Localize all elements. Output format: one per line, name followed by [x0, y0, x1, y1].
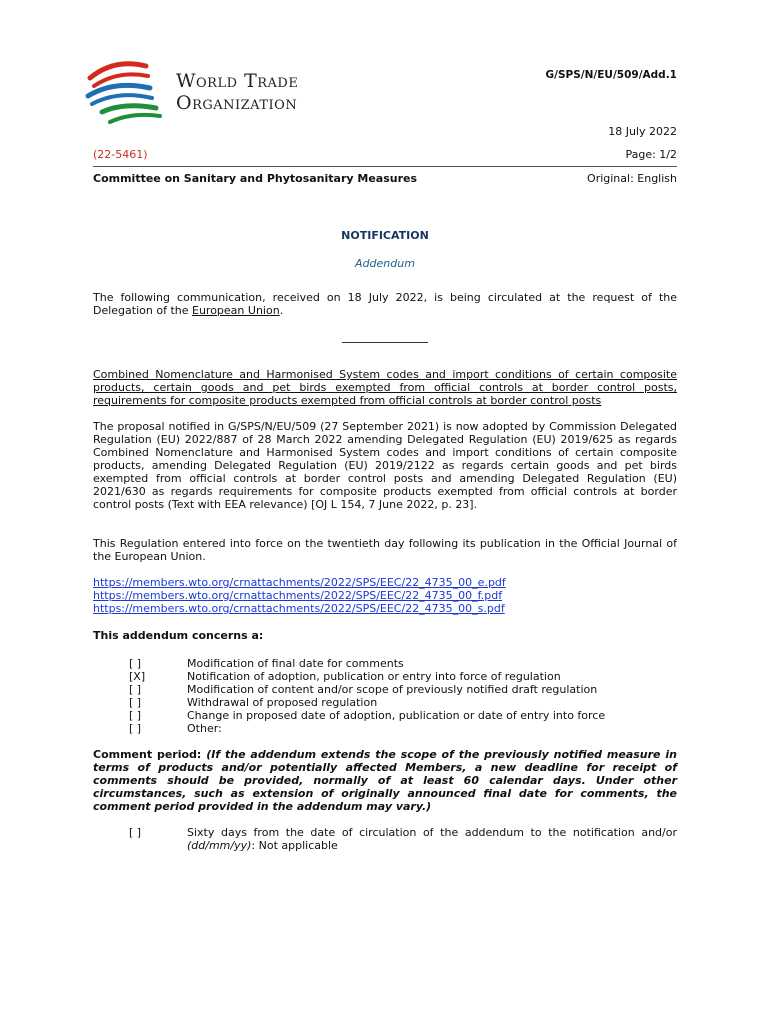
link-spanish[interactable]: https://members.wto.org/crnattachments/2022/SPS/EEC/22_4735_00_s.pdf [93, 602, 505, 615]
intro-end: . [279, 304, 284, 317]
org-name [176, 70, 298, 114]
intro-text: The following communication, received on 18 July 2022, is being circulated at the request of the Delegation of the [93, 291, 677, 317]
option-checkbox: [ ] [129, 722, 142, 735]
concerns-heading: This addendum concerns a: [93, 629, 264, 642]
option-label: Modification of content and/or scope of previously notified draft regulation [187, 683, 598, 696]
document-reference: (22-5461) [93, 148, 148, 161]
sixty-days-checkbox: [ ] [129, 826, 142, 839]
option-label: Change in proposed date of adoption, publication or date of entry into force [187, 709, 606, 722]
option-checkbox: [ ] [129, 709, 142, 722]
comment-period [93, 748, 677, 813]
committee-name: Committee on Sanitary and Phytosanitary Measures [93, 172, 418, 185]
page-number: Page: 1/2 [625, 148, 677, 161]
sixty-days-value: : Not applicable [251, 839, 338, 852]
subject-title: Combined Nomenclature and Harmonised System codes and import conditions of certain composite products, certain goods and pet birds exempted from official controls at border control posts, requirements for composite products exempted from official controls at border control posts [93, 368, 677, 407]
wto-logo [84, 56, 344, 132]
link-french[interactable]: https://members.wto.org/crnattachments/2022/SPS/EEC/22_4735_00_f.pdf [93, 589, 503, 602]
comment-period-label: Comment period: [93, 748, 202, 761]
notification-title: NOTIFICATION [341, 229, 429, 242]
concerns-options [0, 657, 770, 737]
document-date: 18 July 2022 [608, 125, 677, 138]
intro-paragraph [93, 291, 677, 317]
org-name-line2: Organization [176, 92, 298, 114]
sixty-days-text [187, 826, 677, 852]
option-label: Withdrawal of proposed regulation [187, 696, 378, 709]
header-divider [93, 166, 677, 167]
original-language: Original: English [587, 172, 677, 185]
option-label: Modification of final date for comments [187, 657, 404, 670]
option-checkbox: [ ] [129, 657, 142, 670]
member-name: European Union [192, 304, 280, 317]
org-name-line1: World Trade [176, 70, 299, 92]
option-label: Other: [187, 722, 222, 735]
option-checkbox-checked: [X] [129, 670, 146, 683]
option-label: Notification of adoption, publication or entry into force of regulation [187, 670, 561, 683]
document-symbol: G/SPS/N/EU/509/Add.1 [545, 69, 677, 81]
option-checkbox: [ ] [129, 683, 142, 696]
addendum-subtitle: Addendum [355, 257, 415, 270]
comment-period-text: (If the addendum extends the scope of the previously notified measure in terms of products and/or potentially affected Members, a new deadline for receipt of comments should be provided, normally of at least 60 calendar days. Under other circumstances, such as extension of originally announced final date for comments, the comment period provided in the addendum may vary.) [93, 748, 677, 813]
body-paragraph-1: The proposal notified in G/SPS/N/EU/509 (27 September 2021) is now adopted by Commission Delegated Regulation (EU) 2022/887 of 28 March 2022 amending Delegated Regulation (EU) 2019/625 as regards Combined Nomenclature and Harmonised System codes and import conditions of certain composite products, amending Delegated Regulation (EU) 2019/2122 as regards certain goods and pet birds exempted from official controls at border control posts and amending Delegated Regulation (EU) 2021/630 as regards requirements for composite products exempted from official controls at border control posts (Text with EEA relevance) [OJ L 154, 7 June 2022, p. 23]. [93, 420, 677, 511]
link-english[interactable]: https://members.wto.org/crnattachments/2022/SPS/EEC/22_4735_00_e.pdf [93, 576, 506, 589]
wto-emblem-icon [84, 56, 164, 132]
section-separator [342, 342, 428, 343]
date-format: (dd/mm/yy) [187, 839, 252, 852]
option-checkbox: [ ] [129, 696, 142, 709]
body-paragraph-2: This Regulation entered into force on the twentieth day following its publication in the Official Journal of the European Union. [93, 537, 677, 563]
document-links [93, 576, 677, 615]
sixty-days-main: Sixty days from the date of circulation of the addendum to the notification and/or [187, 826, 677, 839]
